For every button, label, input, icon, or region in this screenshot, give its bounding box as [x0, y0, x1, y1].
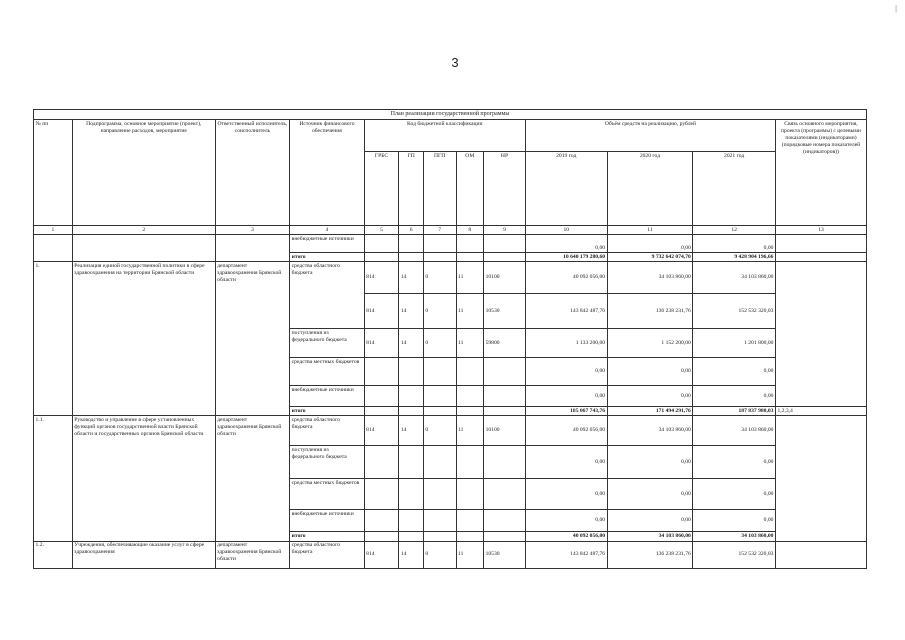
code-om: 11 [456, 416, 484, 446]
total-2021: 187 837 980,03 [693, 407, 776, 416]
header-grbs: ГРБС [364, 152, 399, 226]
page-number: 3 [451, 55, 459, 70]
code-nr: 10100 [484, 416, 526, 446]
col-index: 6 [399, 226, 423, 235]
total-2021: 9 428 904 196,66 [693, 253, 776, 262]
value-2020: 1 152 200,00 [607, 329, 693, 358]
code-nr: 59800 [484, 329, 526, 358]
value-2021: 0,00 [693, 510, 776, 532]
source-local: средства местных бюджетов [290, 479, 365, 510]
item-number: 1.1. [34, 416, 73, 541]
code-gp: 14 [399, 294, 423, 329]
code-grbs: 814 [364, 294, 399, 329]
total-2020: 9 732 642 074,70 [607, 253, 693, 262]
item-name: Учреждения, обеспечивающие оказание услуг в сфере здравоохранения [72, 541, 215, 568]
item-name: Реализация единой государственной политики в сфере здравоохранения на территории Брянской области [72, 262, 215, 416]
value-2020: 34 103 860,00 [607, 262, 693, 294]
value-2019: 0,00 [525, 479, 607, 510]
source-regional: средства областного бюджета [290, 416, 365, 446]
code-grbs: 814 [364, 329, 399, 358]
code-om: 11 [456, 329, 484, 358]
code-grbs: 814 [364, 541, 399, 568]
value-2021: 0,00 [693, 479, 776, 510]
code-om: 11 [456, 262, 484, 294]
col-index: 2 [72, 226, 215, 235]
total-2019: 40 092 056,00 [525, 532, 607, 541]
value-2020: 0,00 [607, 358, 693, 386]
header-nr: НР [484, 152, 526, 226]
header-2019: 2019 год [525, 152, 607, 226]
item-executor: департамент здравоохранения Брянской области [215, 262, 290, 416]
value-2021: 34 103 860,00 [693, 262, 776, 294]
value-2019: 40 092 056,00 [525, 262, 607, 294]
code-gp: 14 [399, 262, 423, 294]
col-index: 3 [215, 226, 290, 235]
source-federal: поступления из федерального бюджета [290, 329, 365, 358]
item-executor: департамент здравоохранения Брянской области [215, 541, 290, 568]
col-index: 10 [525, 226, 607, 235]
value-2021: 0,00 [693, 446, 776, 479]
item-name: Руководство и управление в сфере установленных функций органов государственной власти Брянской области и государственных органов Брянской области [72, 416, 215, 541]
value-2019: 0,00 [525, 235, 607, 253]
indicator-link: 1,2,3,4 [775, 407, 866, 416]
header-2020: 2020 год [607, 152, 693, 226]
col-index: 4 [290, 226, 365, 235]
value-2019: 0,00 [525, 510, 607, 532]
value-2019: 0,00 [525, 358, 607, 386]
total-2019: 185 067 743,76 [525, 407, 607, 416]
header-gp: ГП [399, 152, 423, 226]
value-2020: 0,00 [607, 386, 693, 407]
item-number: 1. [34, 262, 73, 416]
total-2020: 171 494 291,76 [607, 407, 693, 416]
header-source: Источник финансового обеспечения [290, 120, 365, 226]
value-2019: 143 842 487,76 [525, 541, 607, 568]
code-gp: 14 [399, 416, 423, 446]
value-2019: 143 842 487,76 [525, 294, 607, 329]
col-index: 13 [775, 226, 866, 235]
header-om: ОМ [456, 152, 484, 226]
value-2021: 0,00 [693, 386, 776, 407]
source-regional: средства областного бюджета [290, 541, 365, 568]
source-regional: средства областного бюджета [290, 262, 365, 329]
value-2021: 152 532 320,03 [693, 541, 776, 568]
header-volume: Объём средств на реализацию, рублей [525, 120, 775, 152]
source-local: средства местных бюджетов [290, 358, 365, 386]
code-pgp: 0 [423, 541, 456, 568]
table-caption: План реализации государственной программы [34, 110, 867, 120]
code-pgp: 0 [423, 294, 456, 329]
total-2019: 10 640 179 280,60 [525, 253, 607, 262]
source-total: итого [290, 532, 365, 541]
code-gp: 14 [399, 329, 423, 358]
header-pgp: ПГП [423, 152, 456, 226]
value-2020: 0,00 [607, 446, 693, 479]
code-nr: 10100 [484, 262, 526, 294]
code-gp: 14 [399, 541, 423, 568]
header-2021: 2021 год [693, 152, 776, 226]
value-2021: 1 201 800,00 [693, 329, 776, 358]
value-2019: 0,00 [525, 386, 607, 407]
col-index: 9 [484, 226, 526, 235]
source-total: итого [290, 407, 365, 416]
table-row [34, 235, 867, 253]
col-index: 8 [456, 226, 484, 235]
code-grbs: 814 [364, 262, 399, 294]
item-executor: департамент здравоохранения Брянской области [215, 416, 290, 541]
col-index: 1 [34, 226, 73, 235]
header-budget-code: Код бюджетной классификации [364, 120, 525, 152]
header-link: Связь основного мероприятия, проекта (программы) с целевыми показателями (индикаторами) (порядковые номера показателей (индикаторов)) [775, 120, 866, 226]
col-index: 7 [423, 226, 456, 235]
header-executor: Ответственный исполнитель, соисполнитель [215, 120, 290, 226]
value-2020: 136 238 231,76 [607, 294, 693, 329]
source-extrabudget: внебюджетные источники [290, 235, 365, 253]
value-2020: 0,00 [607, 235, 693, 253]
value-2021: 34 103 860,00 [693, 416, 776, 446]
total-2020: 34 103 860,00 [607, 532, 693, 541]
value-2019: 0,00 [525, 446, 607, 479]
value-2021: 0,00 [693, 235, 776, 253]
scan-mark: | [895, 4, 898, 13]
value-2021: 152 532 320,03 [693, 294, 776, 329]
value-2019: 40 092 056,00 [525, 416, 607, 446]
code-nr: 10530 [484, 541, 526, 568]
source-extrabudget: внебюджетные источники [290, 510, 365, 532]
header-num: № пп [34, 120, 73, 226]
value-2020: 34 103 860,00 [607, 416, 693, 446]
table-row [34, 262, 867, 294]
column-index-row [34, 226, 867, 235]
source-extrabudget: внебюджетные источники [290, 386, 365, 407]
col-index: 11 [607, 226, 693, 235]
total-2021: 34 103 860,00 [693, 532, 776, 541]
value-2020: 136 238 231,76 [607, 541, 693, 568]
code-om: 11 [456, 294, 484, 329]
code-pgp: 0 [423, 329, 456, 358]
col-index: 5 [364, 226, 399, 235]
value-2021: 0,00 [693, 358, 776, 386]
caption-row [34, 110, 867, 120]
table-row [34, 541, 867, 568]
header-row [34, 120, 867, 152]
value-2020: 0,00 [607, 510, 693, 532]
code-pgp: 0 [423, 416, 456, 446]
col-index: 12 [693, 226, 776, 235]
code-om: 11 [456, 541, 484, 568]
program-plan-table [33, 109, 867, 569]
code-nr: 10530 [484, 294, 526, 329]
code-grbs: 814 [364, 416, 399, 446]
value-2019: 1 133 200,00 [525, 329, 607, 358]
table-row [34, 416, 867, 446]
header-subprogram: Подпрограмма, основное мероприятие (проект), направление расходов, мероприятие [72, 120, 215, 226]
source-total: итого [290, 253, 365, 262]
code-pgp: 0 [423, 262, 456, 294]
source-federal: поступления из федерального бюджета [290, 446, 365, 479]
item-number: 1.2. [34, 541, 73, 568]
value-2020: 0,00 [607, 479, 693, 510]
